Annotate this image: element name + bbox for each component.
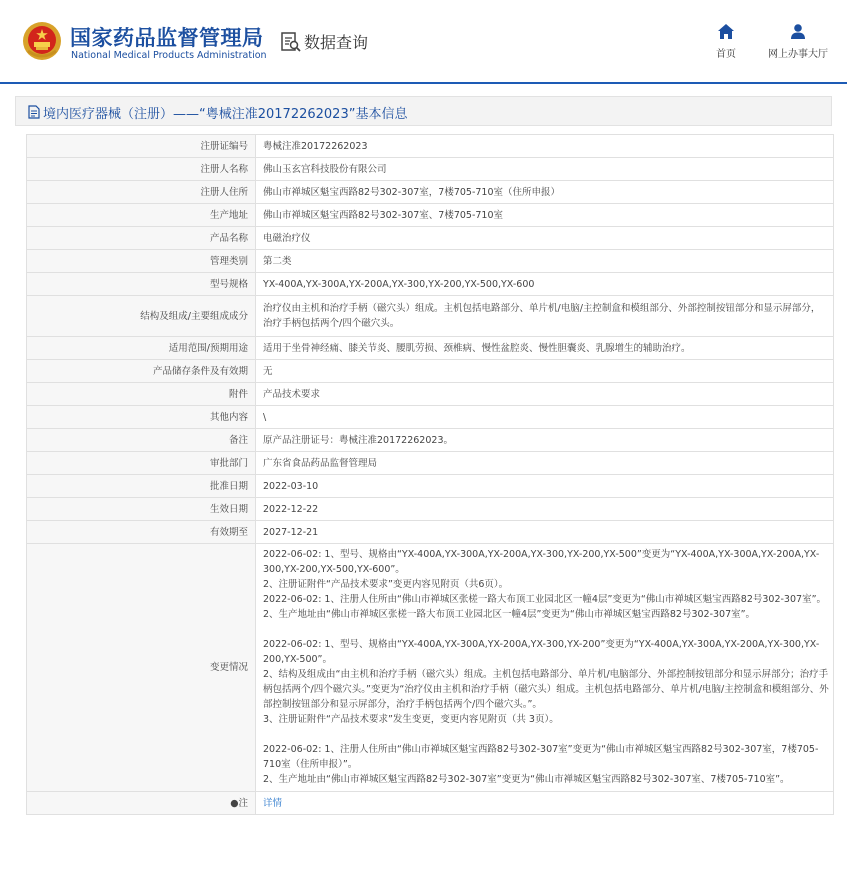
- change-line: 2、生产地址由“佛山市禅城区魁宝西路82号302-307室”变更为“佛山市禅城区魁宝西路82号302-307室、7楼705-710室”。: [263, 774, 790, 785]
- row-value: 广东省食品药品监督管理局: [256, 452, 834, 475]
- table-row: [27, 452, 834, 475]
- change-line: 2022-06-02: 1、注册人住所由“佛山市禅城区魁宝西路82号302-307室”变更为“佛山市禅城区魁宝西路82号302-307室，7楼705-710室（住所申报）”。: [263, 744, 819, 770]
- change-block: [263, 742, 829, 787]
- change-block: [263, 637, 829, 727]
- site-header: [0, 0, 847, 84]
- note-value: [256, 792, 834, 815]
- row-value: 佛山市禅城区魁宝西路82号302-307室，7楼705-710室（住所申报）: [256, 181, 834, 204]
- row-value: 第二类: [256, 250, 834, 273]
- change-line: 2022-06-02: 1、型号、规格由“YX-400A,YX-300A,YX-200A,YX-300,YX-200”变更为“YX-400A,YX-300A,YX-200A,YX-300,YX-200,YX-500”。: [263, 639, 820, 665]
- row-value: 适用于坐骨神经痛、膝关节炎、腰肌劳损、颈椎病、慢性盆腔炎、慢性胆囊炎、乳腺增生的辅助治疗。: [256, 337, 834, 360]
- row-value: 原产品注册证号：粤械注准20172262023。: [256, 429, 834, 452]
- row-value: 2027-12-21: [256, 521, 834, 544]
- data-query-link[interactable]: [280, 30, 368, 53]
- row-label: 结构及组成/主要组成成分: [27, 296, 256, 337]
- change-line: 2022-06-02: 1、注册人住所由“佛山市禅城区张槎一路大布顶工业园北区一幢4层”变更为“佛山市禅城区魁宝西路82号302-307室”。: [263, 594, 826, 605]
- org-name-en: National Medical Products Administration: [71, 50, 267, 61]
- row-label: 其他内容: [27, 406, 256, 429]
- row-label: 审批部门: [27, 452, 256, 475]
- note-row: [27, 792, 834, 815]
- row-label: 注册人住所: [27, 181, 256, 204]
- row-label: 型号规格: [27, 273, 256, 296]
- row-value: 粤械注准20172262023: [256, 135, 834, 158]
- row-value: 无: [256, 360, 834, 383]
- changes-value: [256, 544, 834, 792]
- row-value: 2022-03-10: [256, 475, 834, 498]
- org-name-cn: 国家药品监督管理局: [70, 26, 264, 50]
- table-row: [27, 521, 834, 544]
- table-row: [27, 498, 834, 521]
- nav-home-label: 首页: [716, 49, 736, 60]
- table-row: [27, 204, 834, 227]
- row-label: 备注: [27, 429, 256, 452]
- row-label: 生产地址: [27, 204, 256, 227]
- page-title: 境内医疗器械（注册）——“粤械注准20172262023”基本信息: [43, 107, 408, 122]
- detail-link[interactable]: 详情: [263, 797, 283, 809]
- nav-online-hall[interactable]: [762, 24, 834, 60]
- changes-row: [27, 544, 834, 792]
- row-value: YX-400A,YX-300A,YX-200A,YX-300,YX-200,YX-500,YX-600: [256, 273, 834, 296]
- row-value: 产品技术要求: [256, 383, 834, 406]
- national-emblem-icon: [22, 21, 62, 61]
- table-row: [27, 227, 834, 250]
- row-label: 产品名称: [27, 227, 256, 250]
- changes-label: 变更情况: [27, 544, 256, 792]
- row-value: 治疗仪由主机和治疗手柄（磁穴头）组成。主机包括电路部分、单片机/电脑/主控制盒和模组部分、外部控制按钮部分和显示屏部分，治疗手柄包括两个/四个磁穴头。: [256, 296, 834, 337]
- info-table: [26, 134, 834, 815]
- data-query-icon: [280, 31, 302, 53]
- row-value: 2022-12-22: [256, 498, 834, 521]
- table-row: [27, 406, 834, 429]
- table-row: [27, 337, 834, 360]
- table-row: [27, 296, 834, 337]
- table-row: [27, 360, 834, 383]
- nav-home[interactable]: [708, 24, 744, 60]
- row-value: 佛山玉玄宫科技股份有限公司: [256, 158, 834, 181]
- table-row: [27, 181, 834, 204]
- table-row: [27, 135, 834, 158]
- change-line: 2、生产地址由“佛山市禅城区张槎一路大布顶工业园北区一幢4层”变更为“佛山市禅城区魁宝西路82号302-307室”。: [263, 609, 756, 620]
- document-icon: [28, 105, 40, 119]
- row-label: 有效期至: [27, 521, 256, 544]
- change-line: 3、注册证附件“产品技术要求”发生变更，变更内容见附页（共 3页）。: [263, 714, 559, 725]
- user-icon: [790, 24, 806, 39]
- table-row: [27, 158, 834, 181]
- row-value: 佛山市禅城区魁宝西路82号302-307室、7楼705-710室: [256, 204, 834, 227]
- row-label: 批准日期: [27, 475, 256, 498]
- row-label: 注册证编号: [27, 135, 256, 158]
- change-line: 2、结构及组成由“由主机和治疗手柄（磁穴头）组成。主机包括电路部分、单片机/电脑部分、外部控制按钮部分和显示屏部分；治疗手柄包括两个/四个磁穴头。”变更为“治疗仪由主机和治疗手柄（磁穴头）组成。主机包括电路部分、单片机/电脑/主控制盒和模组部分、外部控制按钮部分和显示屏部分，治疗手柄包括两个/四个磁穴头。”。: [263, 669, 829, 710]
- change-block: [263, 547, 829, 622]
- row-value: \: [256, 406, 834, 429]
- table-row: [27, 250, 834, 273]
- row-label: 注册人名称: [27, 158, 256, 181]
- row-value: 电磁治疗仪: [256, 227, 834, 250]
- table-row: [27, 429, 834, 452]
- page-title-bar: [15, 96, 832, 126]
- row-label: 附件: [27, 383, 256, 406]
- table-row: [27, 383, 834, 406]
- row-label: 产品储存条件及有效期: [27, 360, 256, 383]
- row-label: 生效日期: [27, 498, 256, 521]
- change-line: 2、注册证附件“产品技术要求”变更内容见附页（共6页）。: [263, 579, 509, 590]
- nav-online-hall-label: 网上办事大厅: [768, 49, 828, 60]
- change-line: 2022-06-02: 1、型号、规格由“YX-400A,YX-300A,YX-200A,YX-300,YX-200,YX-500”变更为“YX-400A,YX-300A,YX-200A,YX-300,YX-200,YX-500,YX-600”。: [263, 549, 820, 575]
- row-label: 管理类别: [27, 250, 256, 273]
- table-row: [27, 475, 834, 498]
- row-label: 适用范围/预期用途: [27, 337, 256, 360]
- data-query-label: 数据查询: [304, 33, 369, 52]
- home-icon: [718, 24, 734, 39]
- note-label: ●注: [27, 792, 256, 815]
- table-row: [27, 273, 834, 296]
